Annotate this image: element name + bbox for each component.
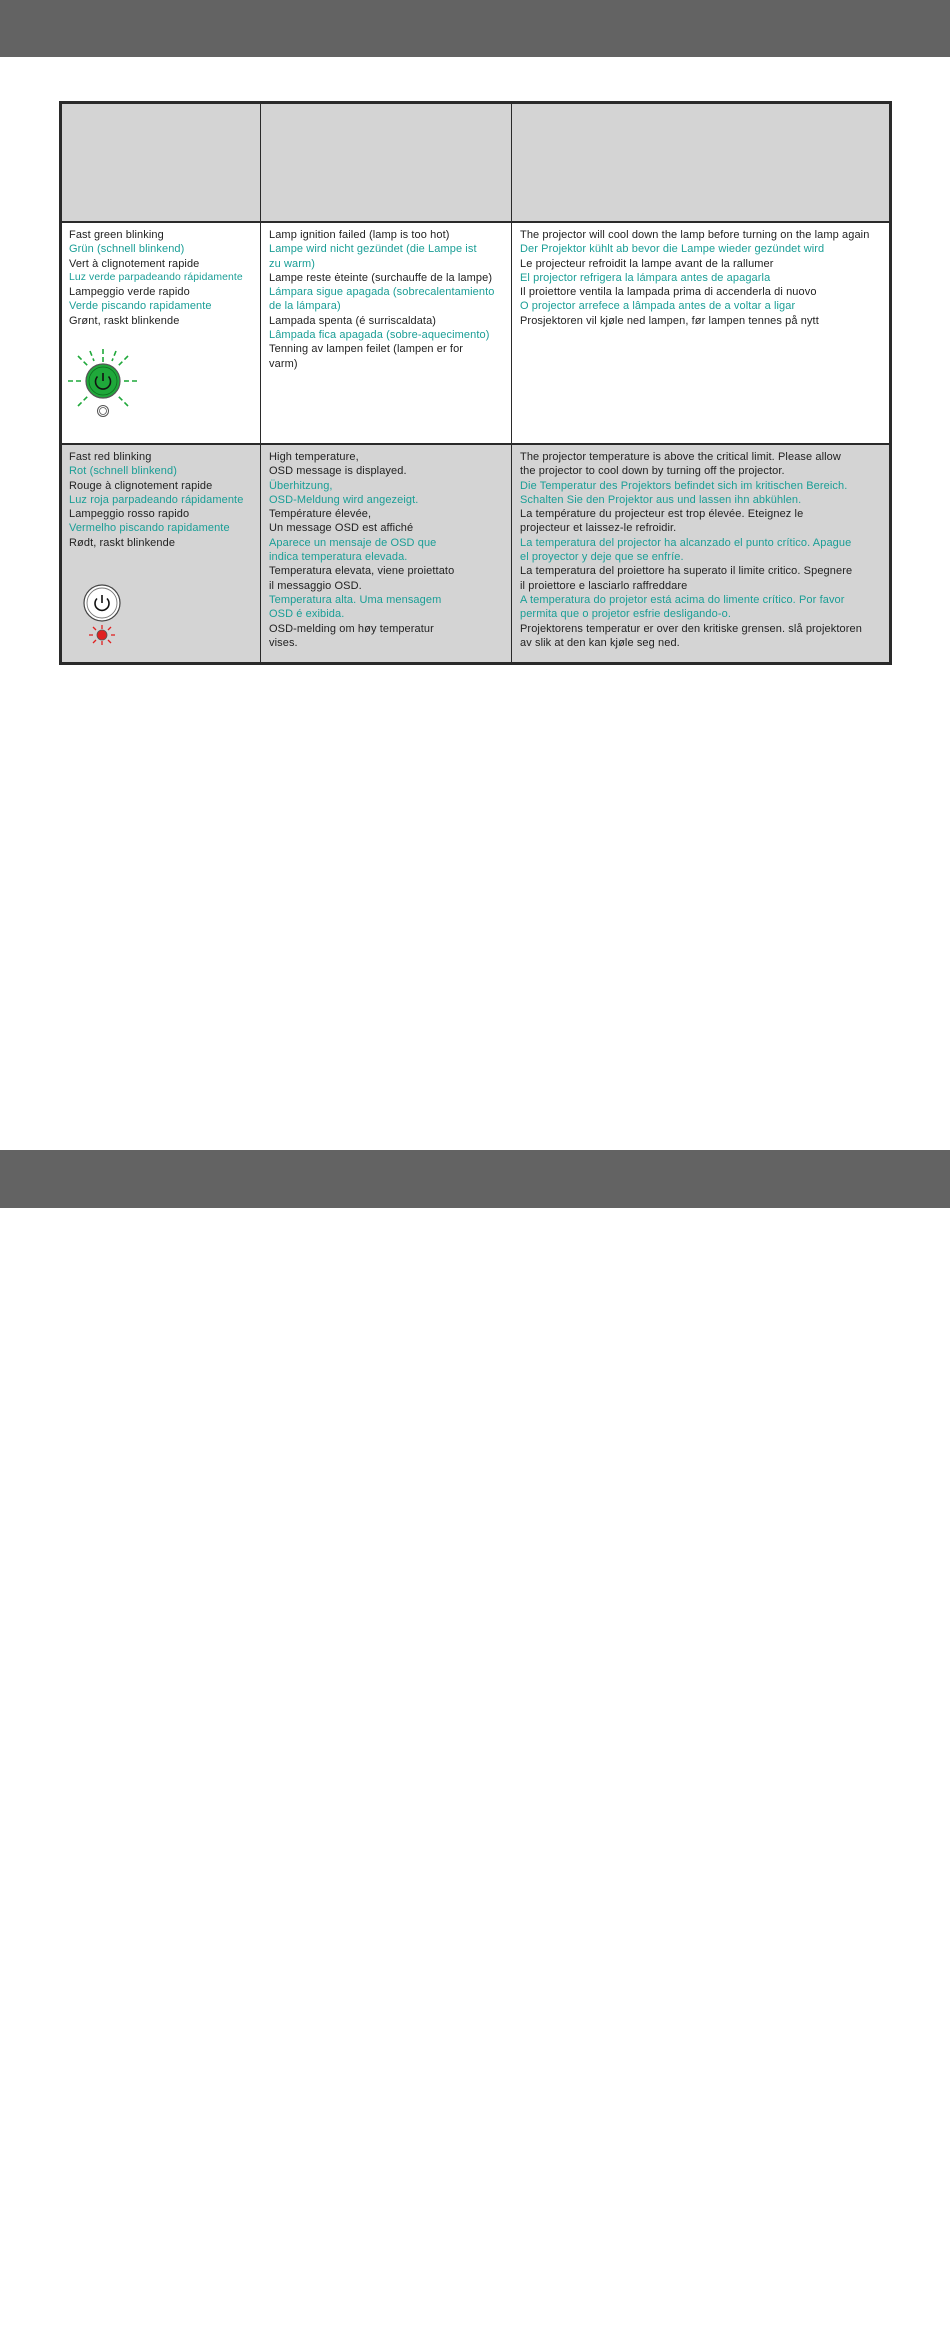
indicator-text-line: Rouge à clignotement rapide xyxy=(69,479,213,492)
problem-text-line: Lampe wird nicht gezündet (die Lampe ist xyxy=(269,243,477,256)
problem-text-line: Un message OSD est affiché xyxy=(269,522,414,535)
solution-text-line: La temperatura del proiettore ha superato il limite critico. Spegnere xyxy=(520,565,853,578)
indicator-text-line: Grün (schnell blinkend) xyxy=(69,243,185,256)
solution-text-line: La temperatura del projector ha alcanzado el punto crítico. Apague xyxy=(520,536,852,549)
indicator-cell xyxy=(62,445,261,662)
table-header-row xyxy=(62,104,889,223)
solution-text-line: A temperatura do projetor está acima do limente crítico. Por favor xyxy=(520,593,845,606)
solution-text-line: The projector will cool down the lamp before turning on the lamp again xyxy=(520,229,870,241)
problem-text-line: de la lámpara) xyxy=(269,300,341,313)
troubleshooting-table xyxy=(59,101,892,665)
footer-bar xyxy=(0,1150,950,1208)
solution-cell xyxy=(512,223,889,443)
solution-text-line: Die Temperatur des Projektors befindet sich im kritischen Bereich. xyxy=(520,479,848,492)
solution-text-line: Il proiettore ventila la lampada prima di accenderla di nuovo xyxy=(520,286,817,299)
problem-text-line: varm) xyxy=(269,357,298,370)
problem-text-line: Température élevée, xyxy=(269,508,372,521)
indicator-text-line: Fast red blinking xyxy=(69,451,152,463)
indicator-text-line: Rot (schnell blinkend) xyxy=(69,465,177,478)
power-led-green-blinking-icon xyxy=(64,345,142,423)
solution-text-line: Schalten Sie den Projektor aus und lassen ihn abkühlen. xyxy=(520,493,802,506)
indicator-text-line: Lampeggio rosso rapido xyxy=(69,508,190,521)
problem-text-line: il messaggio OSD. xyxy=(269,579,362,592)
header-cell-solution xyxy=(512,104,889,221)
problem-text-line: OSD-melding om høy temperatur xyxy=(269,622,434,635)
solution-text-line: Le projecteur refroidit la lampe avant de la rallumer xyxy=(520,257,774,270)
solution-text-line: Der Projektor kühlt ab bevor die Lampe wieder gezündet wird xyxy=(520,243,825,256)
solution-text-line: The projector temperature is above the critical limit. Please allow xyxy=(520,451,841,463)
problem-text-line: High temperature, xyxy=(269,451,359,463)
indicator-text-line: Verde piscando rapidamente xyxy=(69,300,212,313)
problem-text-line: zu warm) xyxy=(269,257,316,270)
indicator-text-line: Grønt, raskt blinkende xyxy=(69,314,180,327)
table-row xyxy=(62,445,889,662)
solution-text-line: Prosjektoren vil kjøle ned lampen, før lampen tennes på nytt xyxy=(520,314,819,327)
problem-text-line: Lâmpada fica apagada (sobre-aquecimento) xyxy=(269,329,490,342)
solution-text-line: projecteur et laissez-le refroidir. xyxy=(520,522,677,535)
solution-text-line: La température du projecteur est trop élevée. Eteignez le xyxy=(520,508,804,521)
indicator-text-line: Rødt, raskt blinkende xyxy=(69,536,176,549)
problem-text-line: OSD é exibida. xyxy=(269,608,345,621)
solution-text-line: av slik at den kan kjøle seg ned. xyxy=(520,636,680,649)
problem-text-line: Lámpara sigue apagada (sobrecalentamiento xyxy=(269,286,495,299)
problem-text-line: OSD message is displayed. xyxy=(269,465,407,478)
problem-text-line: Lampada spenta (é surriscaldata) xyxy=(269,314,437,327)
problem-text-line: vises. xyxy=(269,636,298,649)
power-led-red-blinking-icon xyxy=(78,583,128,653)
problem-text-line: Überhitzung, xyxy=(269,479,333,492)
solution-text-line: O projector arrefece a lâmpada antes de a voltar a ligar xyxy=(520,300,796,313)
solution-text-line: il proiettore e lasciarlo raffreddare xyxy=(520,579,688,592)
problem-text-line: Temperatura elevata, viene proiettato xyxy=(269,565,455,578)
solution-text-line: El projector refrigera la lámpara antes de apagarla xyxy=(520,271,771,284)
problem-text-line: Aparece un mensaje de OSD que xyxy=(269,536,437,549)
indicator-cell xyxy=(62,223,261,443)
table-row xyxy=(62,223,889,445)
problem-cell xyxy=(261,223,512,443)
problem-text-line: OSD-Meldung wird angezeigt. xyxy=(269,493,419,506)
problem-text-line: Lamp ignition failed (lamp is too hot) xyxy=(269,229,450,241)
indicator-text-line: Luz roja parpadeando rápidamente xyxy=(69,493,244,506)
solution-text-line: Projektorens temperatur er over den kritiske grensen. slå projektoren xyxy=(520,622,862,635)
problem-text-line: Temperatura alta. Uma mensagem xyxy=(269,593,442,606)
indicator-text-line: Vermelho piscando rapidamente xyxy=(69,522,230,535)
solution-text-line: the projector to cool down by turning off the projector. xyxy=(520,465,785,478)
solution-cell xyxy=(512,445,889,662)
indicator-text-line: Luz verde parpadeando rápidamente xyxy=(69,271,243,283)
solution-text-line: permita que o projetor esfrie desligando-o. xyxy=(520,608,731,621)
solution-text-line: el proyector y deje que se enfríe. xyxy=(520,551,684,564)
page-number-badge xyxy=(458,2311,493,2346)
problem-text-line: Lampe reste ėteinte (surchauffe de la lampe) xyxy=(269,271,493,284)
indicator-text-line: Fast green blinking xyxy=(69,229,164,241)
header-bar xyxy=(0,0,950,57)
indicator-text-line: Vert à clignotement rapide xyxy=(69,257,200,270)
problem-cell xyxy=(261,445,512,662)
problem-text-line: Tenning av lampen feilet (lampen er for xyxy=(269,343,464,356)
problem-text-line: indica temperatura elevada. xyxy=(269,551,408,564)
header-cell-problem xyxy=(261,104,512,221)
header-cell-indicator xyxy=(62,104,261,221)
indicator-text-line: Lampeggio verde rapido xyxy=(69,286,190,299)
